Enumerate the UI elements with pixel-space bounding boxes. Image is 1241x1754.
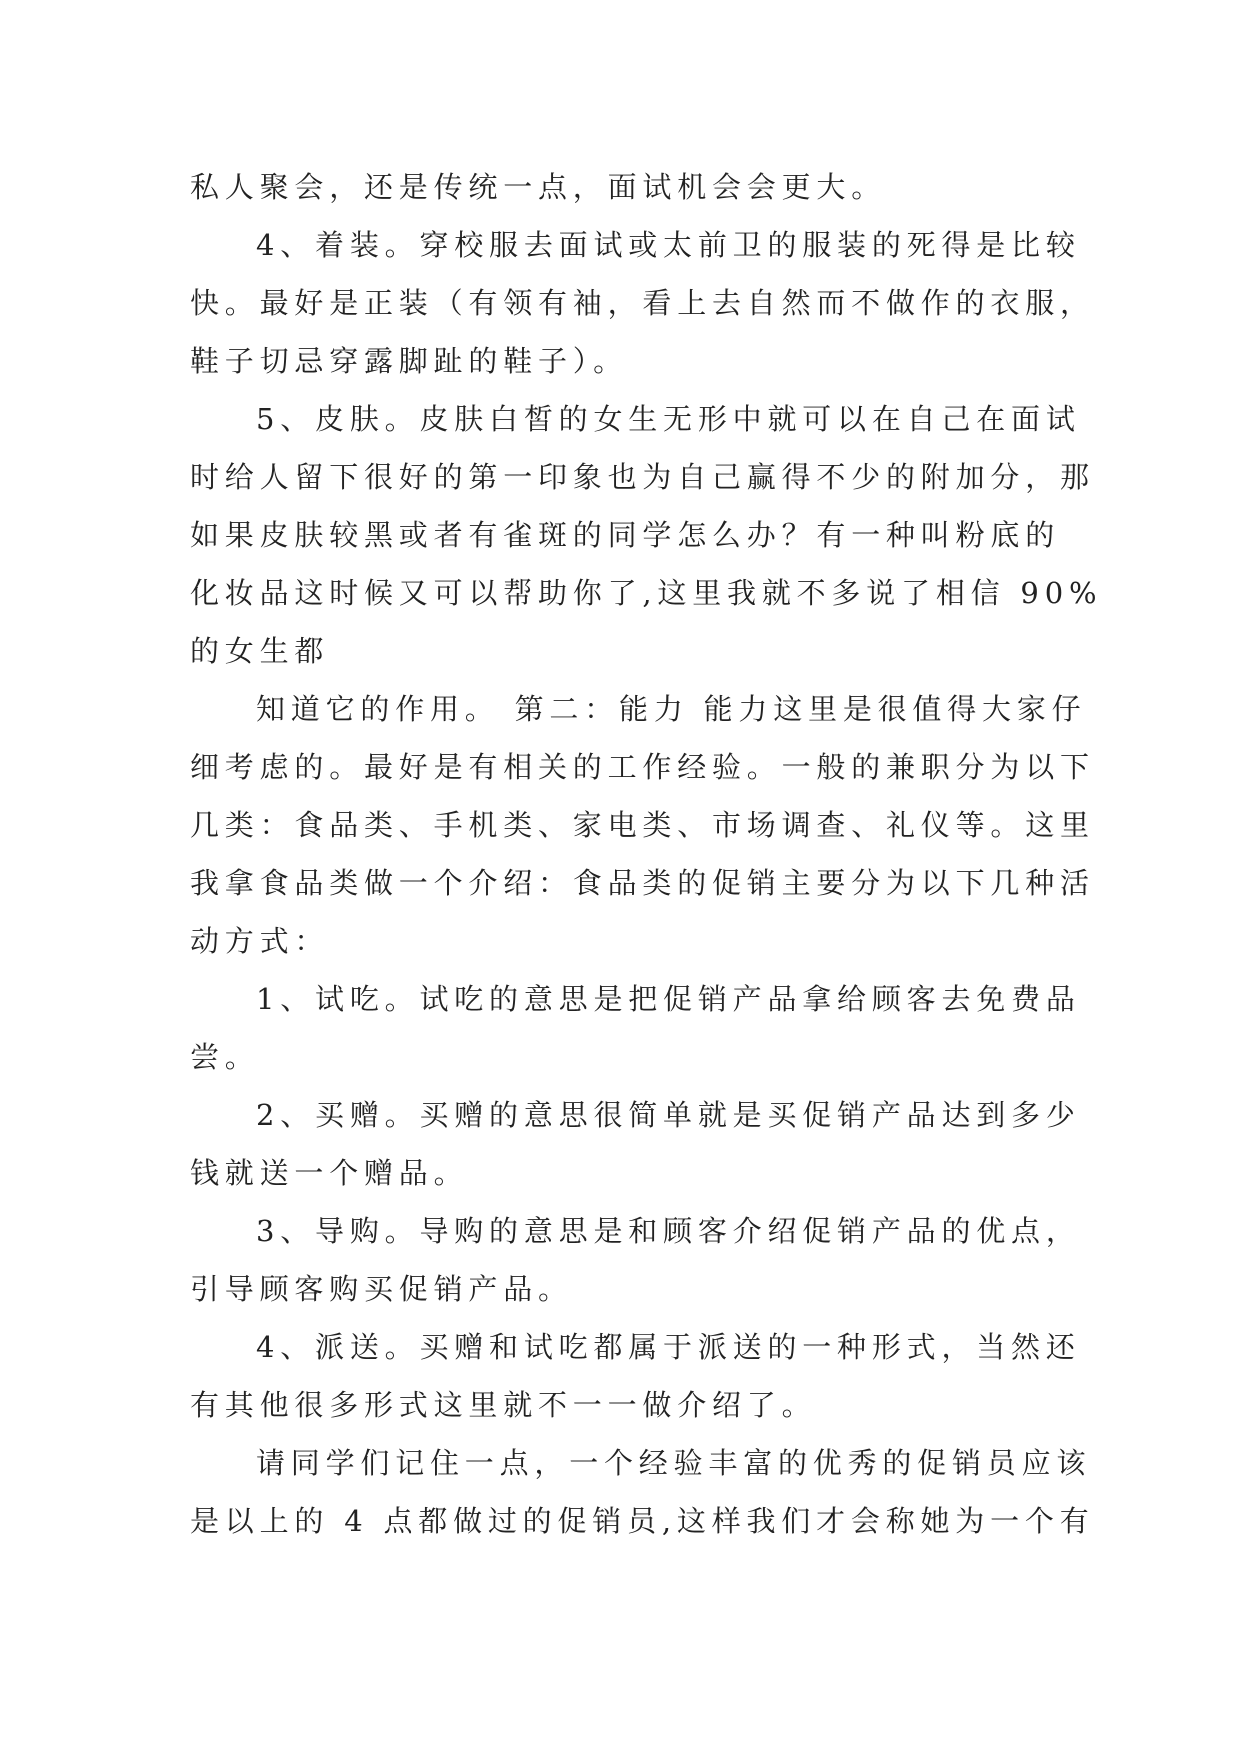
text-line: 鞋子切忌穿露脚趾的鞋子）。: [190, 344, 628, 378]
body-text: [190, 158, 1103, 1550]
text-line: 动方式：: [190, 924, 330, 958]
text-line: 3、导购。导购的意思是和顾客介绍促销产品的优点，: [256, 1214, 1081, 1248]
text-line: 化妆品这时候又可以帮助你了,这里我就不多说了相信 90%: [190, 576, 1103, 610]
text-line: 知道它的作用。 第二：能力 能力这里是很值得大家仔: [256, 692, 1087, 726]
text-line: 尝。: [190, 1040, 260, 1074]
text-line: 私人聚会，还是传统一点，面试机会会更大。: [190, 170, 887, 204]
text-line: 有其他很多形式这里就不一一做介绍了。: [190, 1388, 817, 1422]
text-line: 如果皮肤较黑或者有雀斑的同学怎么办？有一种叫粉底的: [190, 518, 1061, 552]
text-line: 引导顾客购买促销产品。: [190, 1272, 573, 1306]
text-line: 快。最好是正装（有领有袖，看上去自然而不做作的衣服，: [190, 286, 1095, 320]
text-line: 钱就送一个赠品。: [190, 1156, 469, 1190]
text-line: 的女生都: [190, 634, 330, 668]
text-line: 2、买赠。买赠的意思很简单就是买促销产品达到多少: [256, 1098, 1081, 1132]
text-line: 1、试吃。试吃的意思是把促销产品拿给顾客去免费品: [256, 982, 1081, 1016]
text-line: 我拿食品类做一个介绍：食品类的促销主要分为以下几种活: [190, 866, 1095, 900]
text-line: 几类：食品类、手机类、家电类、市场调查、礼仪等。这里: [190, 808, 1095, 842]
text-line: 时给人留下很好的第一印象也为自己赢得不少的附加分，那: [190, 460, 1095, 494]
text-line: 4、派送。买赠和试吃都属于派送的一种形式，当然还: [256, 1330, 1081, 1364]
text-line: 4、着装。穿校服去面试或太前卫的服装的死得是比较: [256, 228, 1081, 262]
text-line: 5、皮肤。皮肤白皙的女生无形中就可以在自己在面试: [256, 402, 1081, 436]
text-line: 是以上的 4 点都做过的促销员,这样我们才会称她为一个有: [190, 1504, 1095, 1538]
text-line: 请同学们记住一点，一个经验丰富的优秀的促销员应该: [256, 1446, 1092, 1480]
text-line: 细考虑的。最好是有相关的工作经验。一般的兼职分为以下: [190, 750, 1095, 784]
